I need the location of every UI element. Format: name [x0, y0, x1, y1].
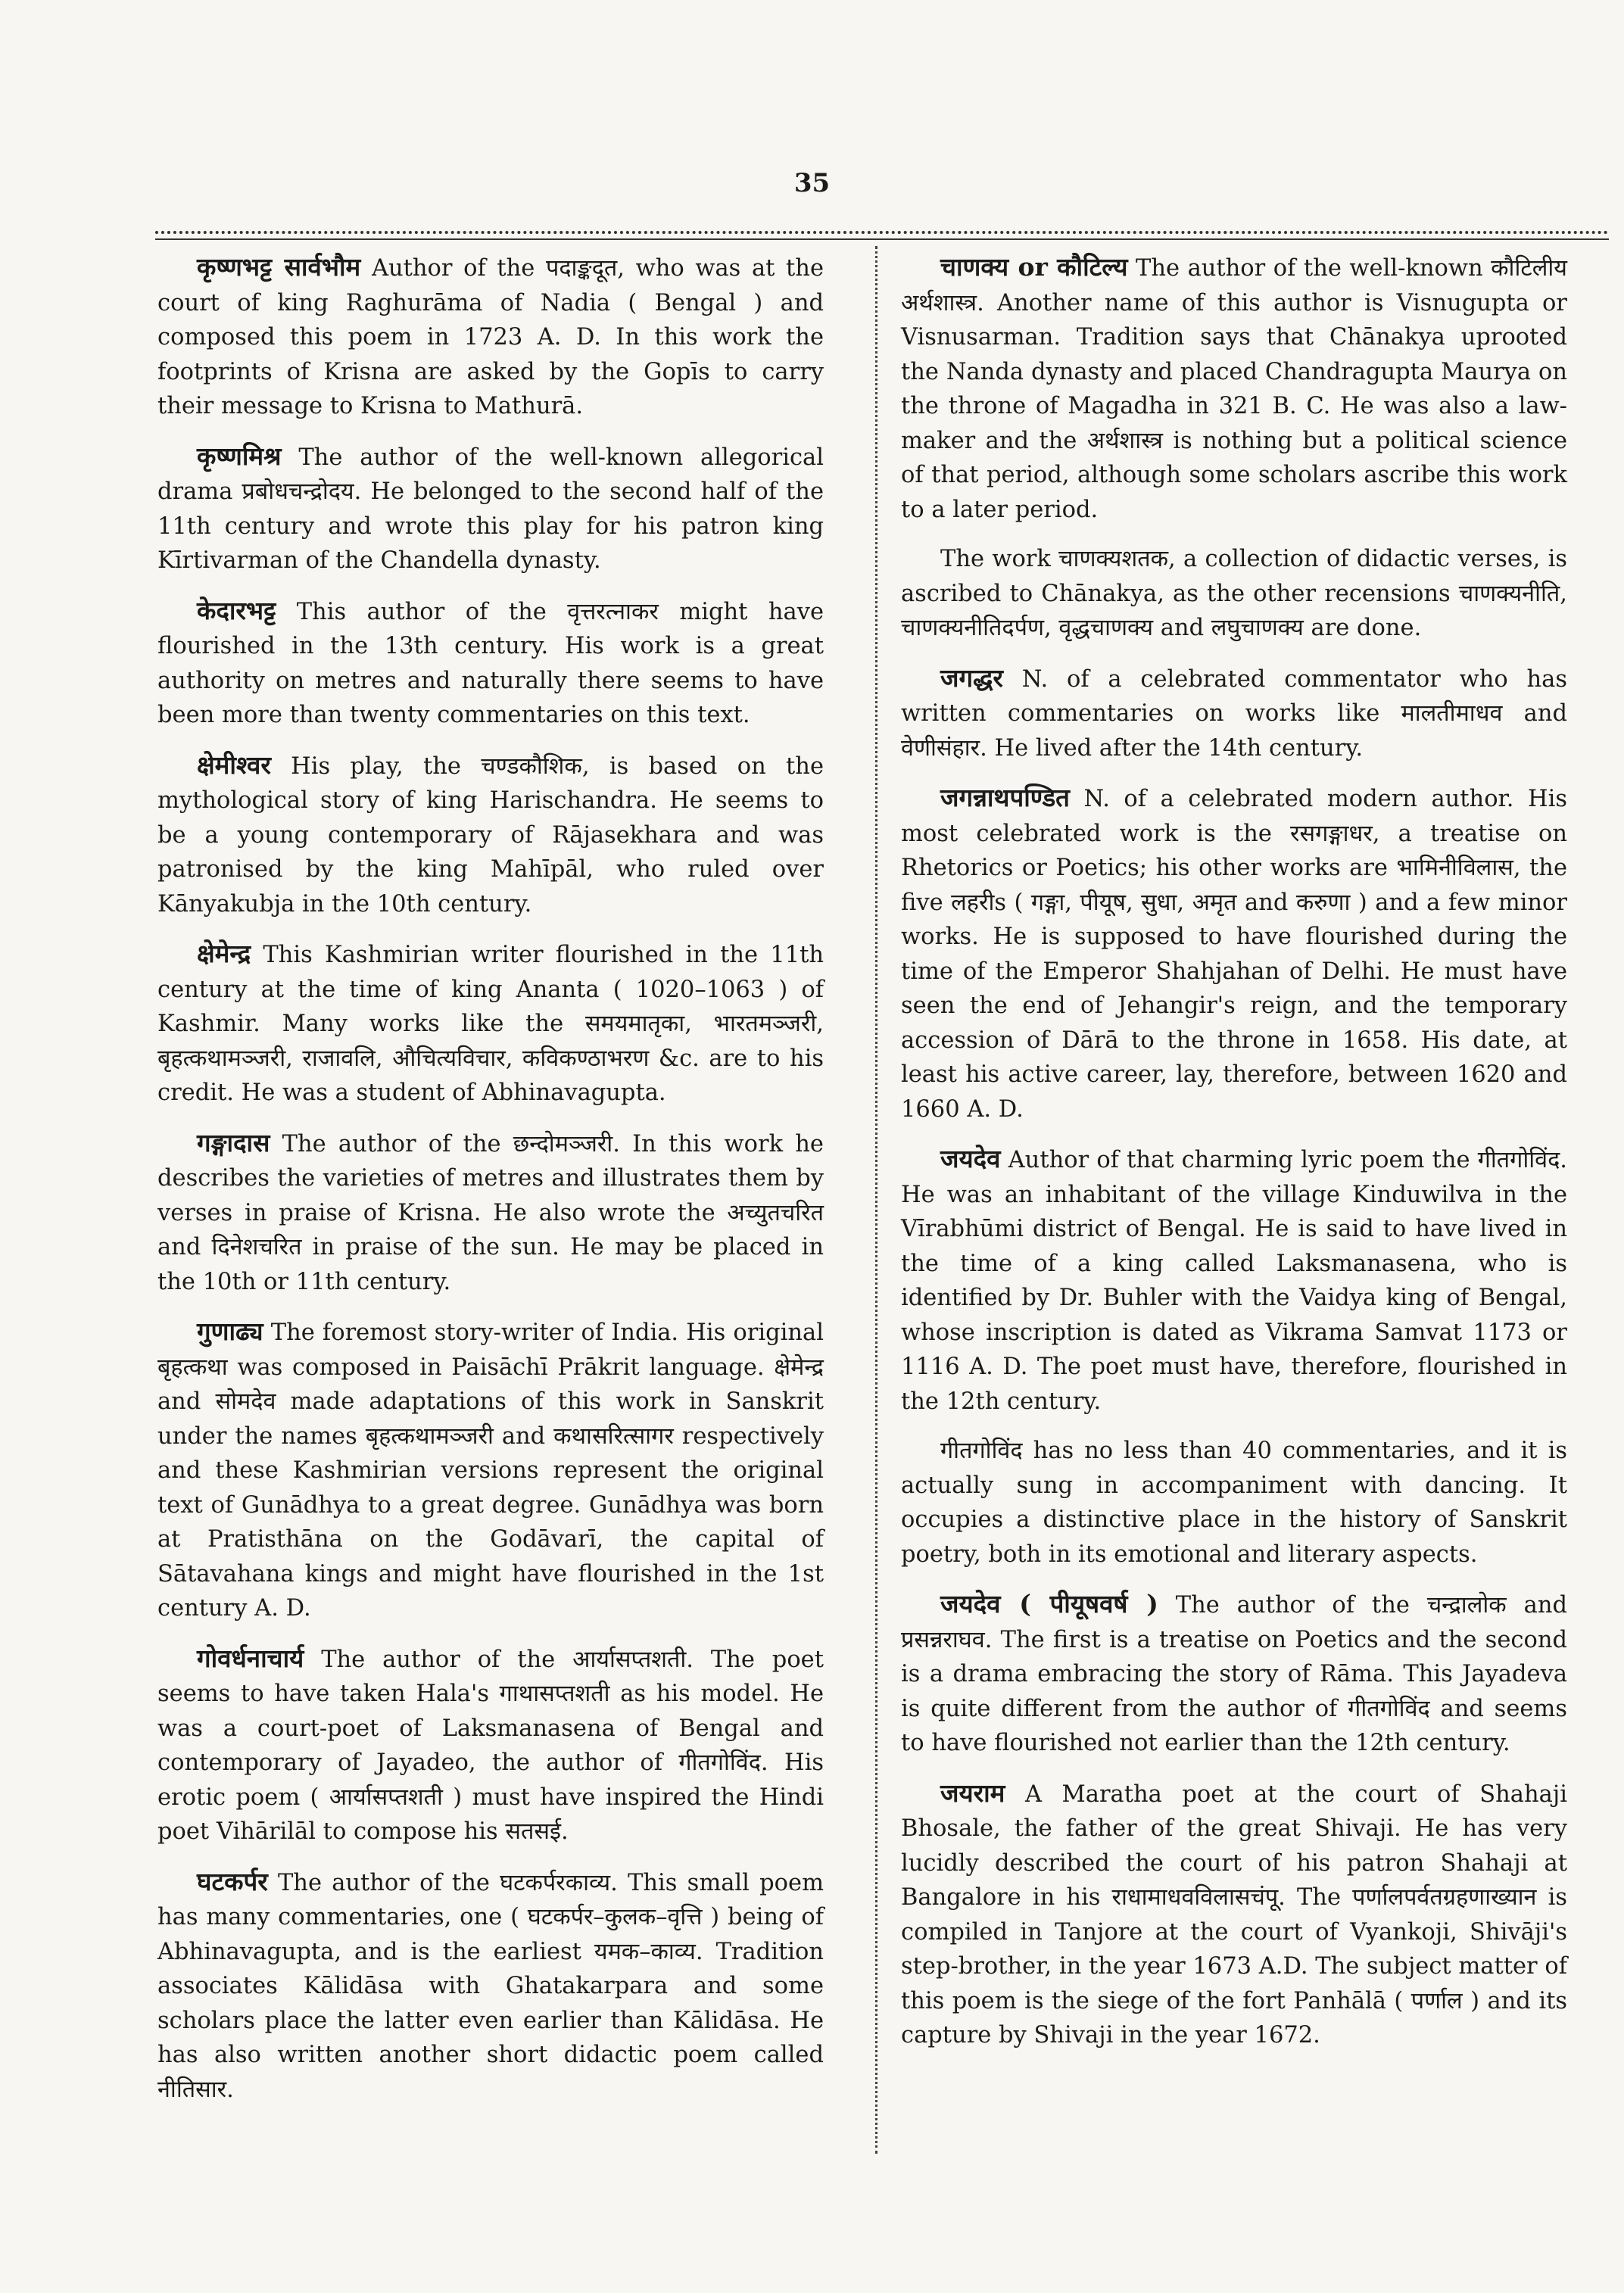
entry-headword: क्षेमीश्वर: [197, 749, 271, 780]
entry: [901, 780, 1567, 1126]
entry-headword: गुणाढ्य: [197, 1316, 263, 1346]
entry-text: N. of a celebrated commentator who has written commentaries on works like मालतीमाधव and वेणीसंहार. He lived after the 14th century.: [901, 665, 1567, 762]
entry-headword: क्षेमेन्द्र: [197, 939, 251, 968]
entry-text: The work चाणक्यशतक, a collection of didactic verses, is ascribed to Chānakya, as the other recensions चाणक्यनीति, चाणक्यनीतिदर्पण, वृद्धचाणक्य and लघुचाणक्य are done.: [901, 546, 1567, 641]
entry: [157, 936, 824, 1111]
entry-text: The author of the well-known कौटिलीय अर्थशास्त्र. Another name of this author is Visnugupta or Visnusarman. Tradition says that Chānakya uprooted the Nanda dynasty and placed Chandragupta Maurya on the throne of Magadha in 321 B. C. He was also a law-maker and the अर्थशास्त्र is nothing but a political science of that period, although some scholars ascribe this work to a later period.: [901, 255, 1568, 523]
entry-text: His play, the चण्डकौशिक, is based on the mythological story of king Harischandra. He seems to be a young contemporary of Rājasekhara and was patronised by the king Mahīpāl, who ruled over Kānyakubja in the 10th century.: [157, 752, 824, 918]
column-divider: [875, 246, 877, 2154]
entry-text: A Maratha poet at the court of Shahaji Bhosale, the father of the great Shivaji. He has very lucidly described the court of his patron Shahaji at Bangalore in his राधामाधवविलासचंपू. The पर्णालपर्वतग्रहणाख्यान is compiled in Tanjore at the court of Vyankoji, Shivāji's step-brother, in the year 1673 A.D. The subject matter of this poem is the siege of the fort Panhālā ( पर्णाल ) and its capture by Shivaji in the year 1672.: [901, 1781, 1567, 2048]
entry: [157, 1314, 824, 1626]
entry-text: The author of the चन्द्रालोक and प्रसन्नराघव. The first is a treatise on Poetics and the second is a drama embracing the story of Rāma. This Jayadeva is quite different from the author of गीतगोविंद and seems to have flourished not earlier than the 12th century.: [901, 1592, 1567, 1756]
entry: [157, 594, 824, 733]
entry: [157, 439, 824, 578]
entry-headword: गोवर्धनाचार्य: [197, 1643, 304, 1673]
entry-headword: जयराम: [940, 1777, 1005, 1808]
entry: [901, 1587, 1567, 1761]
entry-headword: गङ्गादास: [197, 1127, 270, 1157]
entry: [901, 1142, 1567, 1419]
entry-continuation: [901, 542, 1567, 646]
entry: [157, 250, 824, 424]
entry: [901, 661, 1567, 766]
entry-headword: घटकर्पर: [197, 1866, 268, 1896]
entry: [157, 748, 824, 922]
entry-headword: चाणक्य or कौटिल्य: [940, 252, 1128, 282]
entry-text: N. of a celebrated modern author. His most celebrated work is the रसगङ्गाधर, a treatise on Rhetorics or Poetics; his other works are भामिनीविलास, the five लहरीs ( गङ्गा, पीयूष, सुधा, अमृत and करुणा ) and a few minor works. He is supposed to have flourished during the time of the Emperor Shahjahan of Delhi. He must have seen the end of Jehangir's reign, and the temporary accession of Dārā to the throne in 1658. His date, at least his active career, lay, therefore, between 1620 and 1660 A. D.: [901, 786, 1568, 1123]
entry-headword: जयदेव: [940, 1144, 1001, 1173]
entry: [157, 1865, 824, 2108]
entry-text: The author of the घटकर्परकाव्य. This small poem has many commentaries, one ( घटकर्पर–कुलक–वृत्ति ) being of Abhinavagupta, and is the earliest यमक–काव्य. Tradition associates Kālidāsa with Ghatakarpara and some scholars place the latter even earlier than Kālidāsa. He has also written another short didactic poem called नीतिसार.: [157, 1869, 824, 2103]
entry: [901, 1776, 1567, 2053]
entry-text: Author of the पदाङ्कदूत, who was at the court of king Raghurāma of Nadia ( Bengal ) and composed this poem in 1723 A. D. In this work the footprints of Krisna are asked by the Gopīs to carry their message to Krisna to Mathurā.: [157, 255, 824, 419]
entry-headword: जगन्नाथपण्डित: [940, 783, 1070, 812]
entry-headword: केदारभट्ट: [197, 595, 276, 625]
header-rule: [155, 238, 1609, 240]
right-column: [901, 250, 1567, 2068]
entry: [157, 1126, 824, 1300]
entry-text: This author of the वृत्तरत्नाकर might have flourished in the 13th century. His work is a great authority on metres and naturally there seems to have been more than twenty commentaries on this text.: [157, 598, 824, 728]
entry-text: The author of the छन्दोमञ्जरी. In this work he describes the varieties of metres and illustrates them by verses in praise of Krisna. He also wrote the अच्युतचरित and दिनेशचरित in praise of the sun. He may be placed in the 10th or 11th century.: [157, 1130, 824, 1295]
entry-text: Author of that charming lyric poem the गीतगोविंद. He was an inhabitant of the village Kinduwilva in the Vīrabhūmi district of Bengal. He is said to have lived in the time of a king called Laksmanasena, who is identified by Dr. Buhler with the Vaidya king of Bengal, whose inscription is dated as Vikrama Samvat 1173 or 1116 A. D. The poet must have, therefore, flourished in the 12th century.: [901, 1147, 1567, 1415]
header-rule-dotted: [155, 231, 1609, 234]
left-column: [157, 250, 824, 2122]
entry-headword: कृष्णमिश्र: [197, 441, 282, 471]
page-number: 35: [793, 168, 831, 198]
entry-text: गीतगोविंद has no less than 40 commentaries, and it is actually sung in accompaniment with dancing. It occupies a distinctive place in the history of Sanskrit poetry, both in its emotional and literary aspects.: [901, 1438, 1567, 1568]
entry-headword: जगद्धर: [940, 662, 1003, 693]
entry-headword: कृष्णभट्ट सार्वभौम: [197, 252, 361, 282]
entry: [157, 1641, 824, 1849]
entry-headword: जयदेव ( पीयूषवर्ष ): [940, 1589, 1158, 1618]
entry: [901, 250, 1567, 527]
entry-continuation: [901, 1434, 1567, 1572]
entry-text: The foremost story-writer of India. His original बृहत्कथा was composed in Paisāchī Prākrit language. क्षेमेन्द्र and सोमदेव made adaptations of this work in Sanskrit under the names बृहत्कथामञ्जरी and कथासरित्सागर respectively and these Kashmirian versions represent the original text of Gunādhya to a great degree. Gunādhya was born at Pratisthāna on the Godāvarī, the capital of Sātavahana kings and might have flourished in the 1st century A. D.: [157, 1319, 824, 1622]
entry-text: The author of the आर्यासप्तशती. The poet seems to have taken Hala's गाथासप्तशती as his model. He was a court-poet of Laksmanasena of Bengal and contemporary of Jayadeo, the author of गीतगोविंद. His erotic poem ( आर्यासप्तशती ) must have inspired the Hindi poet Vihārilāl to compose his सतसई.: [157, 1646, 824, 1845]
entry-text: This Kashmirian writer flourished in the 11th century at the time of king Ananta ( 1020–1063 ) of Kashmir. Many works like the समयमातृका, भारतमञ्जरी, बृहत्कथामञ्जरी, राजावलि, औचित्यविचार, कविकण्ठाभरण &c. are to his credit. He was a student of Abhinavagupta.: [157, 942, 824, 1106]
entry-text: The author of the well-known allegorical drama प्रबोधचन्द्रोदय. He belonged to the second half of the 11th century and wrote this play for his patron king Kīrtivarman of the Chandella dynasty.: [157, 444, 824, 574]
